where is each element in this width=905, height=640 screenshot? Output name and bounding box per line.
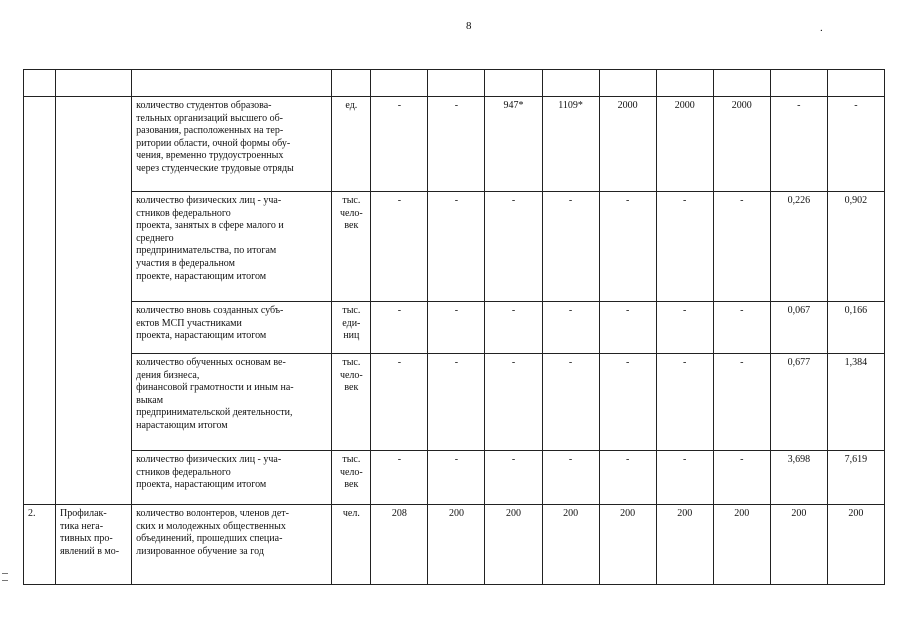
cell-empty <box>24 70 56 97</box>
cell-empty <box>542 70 599 97</box>
value-cell: - <box>428 354 485 451</box>
value-cell: - <box>485 302 542 354</box>
value-cell: - <box>371 302 428 354</box>
cell-empty <box>713 70 770 97</box>
value-cell: 2000 <box>656 97 713 192</box>
cell-empty <box>371 70 428 97</box>
value-cell: - <box>827 97 884 192</box>
indicator-unit: тыс. еди- ниц <box>332 302 371 354</box>
section-number: 2. <box>24 505 56 585</box>
cell-empty <box>485 70 542 97</box>
value-cell: 200 <box>599 505 656 585</box>
cell-empty <box>428 70 485 97</box>
value-cell: 200 <box>770 505 827 585</box>
value-cell: 200 <box>713 505 770 585</box>
indicator-unit: тыс. чело- век <box>332 354 371 451</box>
value-cell: - <box>656 354 713 451</box>
value-cell: 200 <box>656 505 713 585</box>
value-cell: 0,166 <box>827 302 884 354</box>
page-number: 8 <box>466 20 472 32</box>
value-cell: 200 <box>485 505 542 585</box>
indicator-description: количество физических лиц - уча- стников федерального проекта, нарастающим итогом <box>132 451 332 505</box>
value-cell: - <box>656 302 713 354</box>
value-cell: - <box>599 302 656 354</box>
value-cell: 200 <box>827 505 884 585</box>
value-cell: 7,619 <box>827 451 884 505</box>
value-cell: 1109* <box>542 97 599 192</box>
value-cell: - <box>371 97 428 192</box>
table-row <box>24 302 885 354</box>
indicator-unit: ед. <box>332 97 371 192</box>
value-cell: - <box>542 354 599 451</box>
header-spacer-row <box>24 70 885 97</box>
corner-mark: . <box>820 22 823 34</box>
table-row <box>24 97 885 192</box>
table-row-section-2 <box>24 505 885 585</box>
indicator-unit: тыс. чело- век <box>332 192 371 302</box>
cell-empty <box>56 70 132 97</box>
table-row <box>24 451 885 505</box>
table-row <box>24 192 885 302</box>
value-cell: 2000 <box>599 97 656 192</box>
indicator-description: количество волонтеров, членов дет- ских и молодежных общественных объединений, прошедших специа- лизированное обучение за год <box>132 505 332 585</box>
indicator-unit: тыс. чело- век <box>332 451 371 505</box>
indicator-description: количество вновь созданных субъ- ектов МСП участниками проекта, нарастающим итогом <box>132 302 332 354</box>
value-cell: 0,067 <box>770 302 827 354</box>
value-cell: - <box>656 451 713 505</box>
cell-empty <box>770 70 827 97</box>
cell-section-name <box>56 97 132 505</box>
value-cell: 3,698 <box>770 451 827 505</box>
indicator-description: количество студентов образова- тельных организаций высшего об- разования, расположенных на тер- ритории области, очной формы обу- чения, временно трудоустроенных через студенческие трудовые отряды <box>132 97 332 192</box>
value-cell: 0,226 <box>770 192 827 302</box>
value-cell: - <box>599 192 656 302</box>
cell-empty <box>332 70 371 97</box>
indicator-unit: чел. <box>332 505 371 585</box>
value-cell: 200 <box>542 505 599 585</box>
value-cell: - <box>770 97 827 192</box>
value-cell: - <box>542 192 599 302</box>
value-cell: - <box>371 192 428 302</box>
value-cell: - <box>656 192 713 302</box>
cell-empty <box>132 70 332 97</box>
value-cell: - <box>542 451 599 505</box>
value-cell: - <box>542 302 599 354</box>
value-cell: - <box>428 451 485 505</box>
value-cell: - <box>599 451 656 505</box>
cell-empty <box>827 70 884 97</box>
cell-empty <box>599 70 656 97</box>
table-row <box>24 354 885 451</box>
value-cell: 200 <box>428 505 485 585</box>
value-cell: - <box>713 302 770 354</box>
value-cell: 947* <box>485 97 542 192</box>
value-cell: 208 <box>371 505 428 585</box>
value-cell: 1,384 <box>827 354 884 451</box>
indicator-description: количество обученных основам ве- дения бизнеса, финансовой грамотности и иным на- выкам предпринимательской деятельности, нарастающим итогом <box>132 354 332 451</box>
value-cell: - <box>485 451 542 505</box>
margin-mark <box>2 580 8 581</box>
value-cell: - <box>713 451 770 505</box>
value-cell: - <box>599 354 656 451</box>
value-cell: 2000 <box>713 97 770 192</box>
value-cell: - <box>428 97 485 192</box>
value-cell: - <box>713 354 770 451</box>
value-cell: 0,902 <box>827 192 884 302</box>
value-cell: - <box>713 192 770 302</box>
indicators-table <box>23 69 885 585</box>
indicator-description: количество физических лиц - уча- стников федерального проекта, занятых в сфере малого и среднего предпринимательства, по итогам участия в федеральном проекте, нарастающим итогом <box>132 192 332 302</box>
value-cell: 0,677 <box>770 354 827 451</box>
value-cell: - <box>371 451 428 505</box>
value-cell: - <box>485 354 542 451</box>
value-cell: - <box>428 302 485 354</box>
cell-empty <box>656 70 713 97</box>
cell-section-number <box>24 97 56 505</box>
value-cell: - <box>485 192 542 302</box>
section-name: Профилак- тика нега- тивных про- явлений в мо- <box>56 505 132 585</box>
margin-mark <box>2 573 8 574</box>
value-cell: - <box>428 192 485 302</box>
value-cell: - <box>371 354 428 451</box>
